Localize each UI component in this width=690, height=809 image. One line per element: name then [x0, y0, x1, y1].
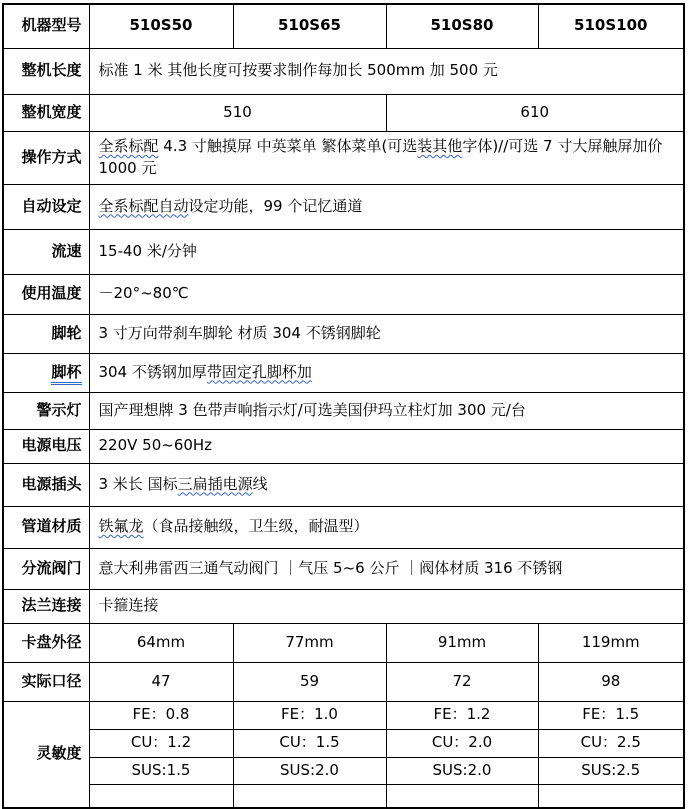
sensitivity-fe-cell: FE：1.0	[233, 701, 386, 729]
row-pipe	[3, 506, 684, 548]
plug-underlined-2: 三扁插电源	[177, 474, 253, 493]
row-flow	[3, 229, 684, 274]
row-label-autoset: 自动设定	[3, 184, 89, 229]
sensitivity-sus-cell: SUS:2.0	[233, 757, 386, 784]
row-warnlight	[3, 392, 684, 429]
bore-cell: 98	[538, 662, 684, 701]
row-label-sensitivity: 灵敏度	[3, 701, 89, 808]
sensitivity-fe-cell: FE：0.8	[89, 701, 233, 729]
sensitivity-sus-cell: SUS:2.0	[386, 757, 538, 784]
bore-cell: 47	[89, 662, 233, 701]
row-label-chuck: 卡盘外径	[3, 623, 89, 662]
plug-value	[89, 463, 684, 506]
valve-value: 意大利弗雷西三通气动阀门 ｜气压 5~6 公斤 ｜阀体材质 316 不锈钢	[89, 548, 684, 589]
sensitivity-cu-cell: CU：2.0	[386, 729, 538, 757]
row-label-operation: 操作方式	[3, 131, 89, 184]
row-label-bore: 实际口径	[3, 662, 89, 701]
row-temperature	[3, 274, 684, 314]
row-partial-bottom	[3, 784, 684, 808]
model-cell: 510S100	[538, 4, 684, 48]
row-valve	[3, 548, 684, 589]
pipe-text-2: （食品接触级，卫生级，耐温型）	[143, 517, 369, 536]
row-voltage	[3, 429, 684, 463]
row-autoset	[3, 184, 684, 229]
model-cell: 510S80	[386, 4, 538, 48]
bore-cell: 72	[386, 662, 538, 701]
row-plug	[3, 463, 684, 506]
row-label-valve: 分流阀门	[3, 548, 89, 589]
row-label-flow: 流速	[3, 229, 89, 274]
partial-cell	[89, 784, 233, 808]
model-cell: 510S50	[89, 4, 233, 48]
row-label-temperature: 使用温度	[3, 274, 89, 314]
row-label-pipe: 管道材质	[3, 506, 89, 548]
operation-underlined-1: 全系标配	[98, 136, 159, 155]
autoset-value	[89, 184, 684, 229]
partial-cell	[233, 784, 386, 808]
sensitivity-cu-cell: CU：1.5	[233, 729, 386, 757]
footcups-text-1: 304 不锈钢加厚	[98, 362, 207, 381]
sensitivity-sus-cell: SUS:2.5	[538, 757, 684, 784]
width-left-value: 510	[89, 94, 386, 131]
row-sensitivity-fe	[3, 701, 684, 729]
operation-text-4: 字体)//可选 7 寸大屏触屏加价 1000 元	[98, 136, 663, 177]
sensitivity-cu-cell: CU：1.2	[89, 729, 233, 757]
row-casters	[3, 314, 684, 353]
row-label-width: 整机宽度	[3, 94, 89, 131]
footcups-label-underlined: 脚杯	[51, 363, 81, 385]
chuck-cell: 91mm	[386, 623, 538, 662]
row-label-footcups	[3, 353, 89, 392]
sensitivity-fe-cell: FE：1.2	[386, 701, 538, 729]
length-value: 标准 1 米 其他长度可按要求制作每加长 500mm 加 500 元	[89, 48, 684, 94]
row-label-warnlight: 警示灯	[3, 392, 89, 429]
operation-value	[89, 131, 684, 184]
row-flange	[3, 589, 684, 623]
model-cell: 510S65	[233, 4, 386, 48]
voltage-value: 220V 50~60Hz	[89, 429, 684, 463]
autoset-underlined-1: 全系标配自动	[98, 196, 189, 215]
warnlight-value: 国产理想牌 3 色带声响指示灯/可选美国伊玛立柱灯加 300 元/台	[89, 392, 684, 429]
row-footcups	[3, 353, 684, 392]
chuck-cell: 119mm	[538, 623, 684, 662]
chuck-cell: 77mm	[233, 623, 386, 662]
plug-text-1: 3 米长 国标	[98, 474, 178, 493]
casters-value: 3 寸万向带刹车脚轮 材质 304 不锈钢脚轮	[89, 314, 684, 353]
plug-text-3: 线	[252, 474, 268, 493]
row-label-length: 整机长度	[3, 48, 89, 94]
bore-cell: 59	[233, 662, 386, 701]
row-label-casters: 脚轮	[3, 314, 89, 353]
row-chuck	[3, 623, 684, 662]
sensitivity-fe-cell: FE：1.5	[538, 701, 684, 729]
footcups-underlined-2: 带固定孔脚杯加	[206, 362, 312, 381]
row-label-voltage: 电源电压	[3, 429, 89, 463]
chuck-cell: 64mm	[89, 623, 233, 662]
row-label-flange: 法兰连接	[3, 589, 89, 623]
width-right-value: 610	[386, 94, 684, 131]
temperature-value: －20°~80℃	[89, 274, 684, 314]
sensitivity-sus-cell: SUS:1.5	[89, 757, 233, 784]
row-label-model: 机器型号	[3, 4, 89, 48]
row-length	[3, 48, 684, 94]
row-bore	[3, 662, 684, 701]
operation-underlined-3: 装其他	[417, 136, 463, 155]
autoset-text-2: 设定功能，99 个记忆通道	[188, 196, 363, 215]
row-width	[3, 94, 684, 131]
flange-value: 卡箍连接	[89, 589, 684, 623]
operation-text-2: 4.3 寸触摸屏 中英菜单 繁体菜单(可选	[158, 136, 418, 155]
row-operation	[3, 131, 684, 184]
flow-value: 15-40 米/分钟	[89, 229, 684, 274]
pipe-value	[89, 506, 684, 548]
row-sensitivity-sus	[3, 757, 684, 784]
pipe-underlined-1: 铁氟龙	[98, 517, 144, 536]
row-sensitivity-cu	[3, 729, 684, 757]
partial-cell	[538, 784, 684, 808]
sensitivity-cu-cell: CU：2.5	[538, 729, 684, 757]
row-label-plug: 电源插头	[3, 463, 89, 506]
row-model	[3, 4, 684, 48]
partial-cell	[386, 784, 538, 808]
spec-table	[2, 3, 685, 809]
footcups-value	[89, 353, 684, 392]
